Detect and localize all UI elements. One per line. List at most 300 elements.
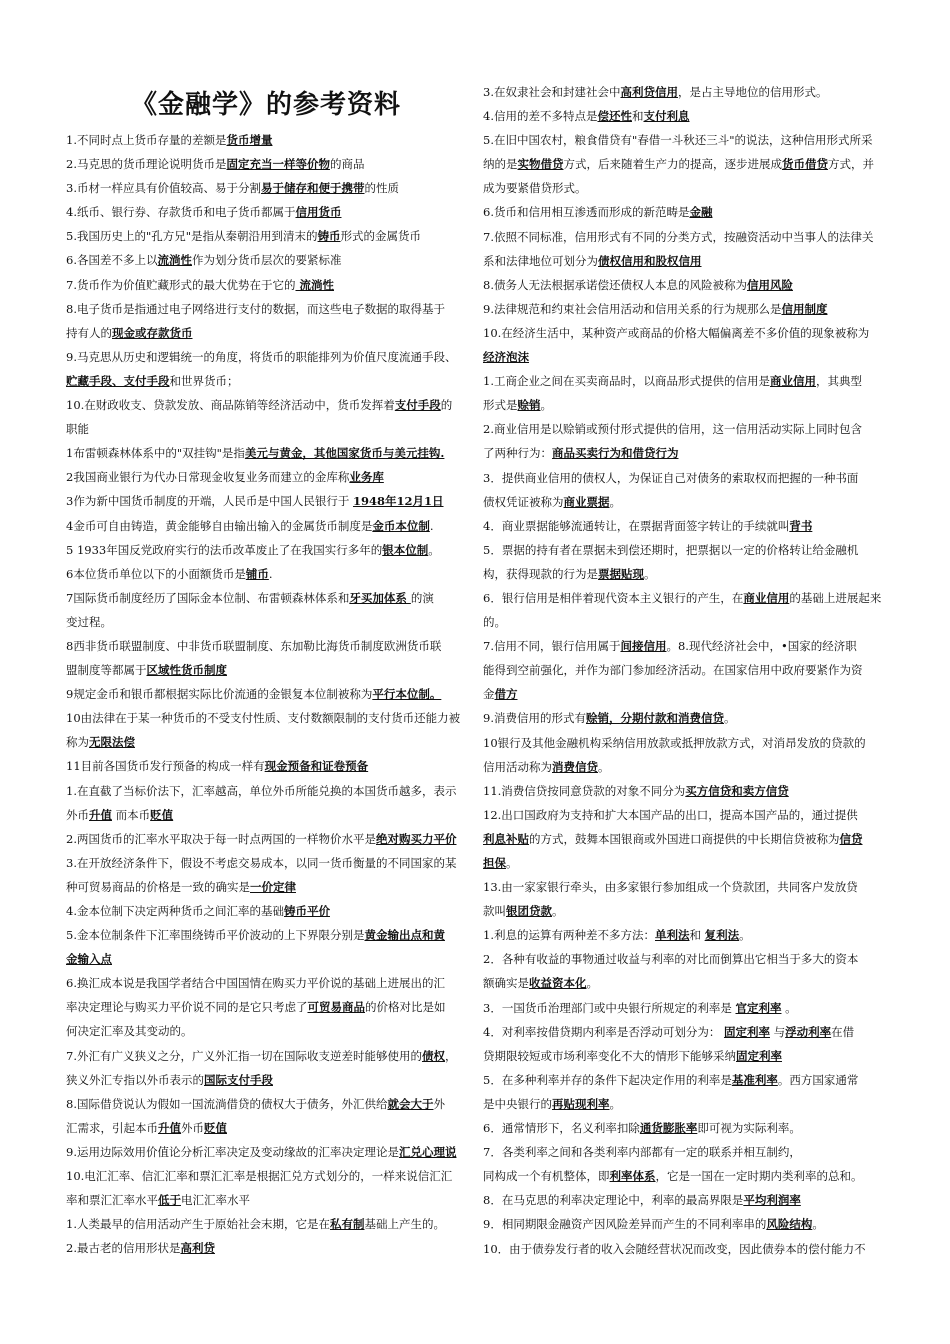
answer-term: 国际支付手段: [204, 1072, 273, 1087]
text-segment: 8.债务人无法根据承诺偿还债权人本息的风险被称为: [483, 277, 747, 292]
text-segment: 5．票据的持有者在票据未到偿还期时，把票据以一定的价格转让给金融机: [483, 542, 859, 557]
answer-term: 现金预备和证卷预备: [264, 759, 369, 774]
text-segment: 。: [428, 542, 440, 557]
text-segment: 。: [540, 398, 552, 413]
answer-term: 平均利润率: [743, 1193, 801, 1208]
answer-term: 通货膨胀率: [639, 1121, 698, 1136]
text-line: [66, 441, 466, 465]
text-line: [483, 538, 885, 562]
text-segment: 。: [506, 856, 518, 870]
text-segment: 1.不同时点上货币存量的差额是: [66, 133, 227, 147]
text-line: [66, 489, 466, 513]
text-line: [483, 899, 885, 923]
text-segment: 的演: [410, 590, 434, 605]
answer-term: 利率体系: [609, 1169, 656, 1184]
text-segment: 6.各国差不多上以: [66, 253, 158, 268]
text-segment: 5．在多种利率并存的条件下起决定作用的利率是: [483, 1072, 732, 1087]
answer-term: 高利贷: [180, 1241, 215, 1256]
answer-term: 消费信贷: [552, 759, 598, 774]
text-segment: 成为要紧借贷形式。: [483, 181, 587, 196]
text-line: [66, 658, 466, 682]
text-segment: 构，获得现款的行为是: [483, 566, 598, 581]
answer-term: 赊销，分期付款和消费信贷: [585, 711, 724, 726]
text-segment: 6本位货币单位以下的小面额货币是: [66, 566, 246, 581]
text-segment: 信用活动称为: [483, 759, 552, 774]
text-line: [483, 249, 885, 273]
text-segment: 9.消费信用的形式有: [483, 711, 586, 726]
answer-term: 高利贷信用: [620, 85, 678, 99]
text-line: [66, 417, 466, 441]
text-segment: 10.电汇汇率、信汇汇率和票汇汇率是根据汇兑方式划分的，一样来说信汇汇: [66, 1169, 453, 1184]
answer-term: 升值: [158, 1120, 181, 1135]
answer-term: 债权信用和股权信用: [598, 253, 702, 268]
text-segment: 种可贸易商品的价格是一致的确实是: [66, 879, 250, 894]
text-segment: 何决定汇率及其变动的。: [66, 1024, 193, 1039]
answer-term: 支付利息: [643, 109, 690, 124]
text-line: [66, 152, 466, 176]
text-line: [66, 995, 466, 1019]
text-line: [483, 1164, 885, 1188]
text-segment: 同构成一个有机整体，即: [483, 1169, 610, 1184]
text-segment: 与: [769, 1024, 786, 1039]
text-line: [483, 490, 885, 514]
text-segment: 的。: [483, 615, 506, 630]
text-line: [483, 80, 885, 104]
text-segment: 3作为新中国货币制度的开端，人民币是中国人民银行于: [66, 494, 353, 509]
text-segment: 7.信用不同，银行信用属于: [483, 639, 621, 654]
text-segment: .: [429, 518, 434, 533]
text-line: [66, 803, 466, 827]
text-segment: 外: [433, 1096, 445, 1111]
answer-term: 商业信用: [769, 374, 816, 389]
text-segment: 在借: [831, 1024, 855, 1039]
text-line: [483, 128, 885, 152]
answer-term: 一价定律: [250, 879, 296, 894]
answer-term: 贬值: [150, 807, 174, 822]
text-segment: 作为划分货币层次的要紧标准: [191, 253, 342, 268]
answer-term: 赊销: [517, 398, 541, 413]
answer-term: 可贸易商品: [307, 1000, 365, 1015]
text-segment: 系和法律地位可划分为: [483, 253, 598, 268]
text-line: [66, 128, 466, 152]
answer-term: 金融: [689, 205, 713, 220]
text-segment: 2.马克思的货币理论说明货币是: [66, 157, 227, 172]
text-segment: 。: [609, 1096, 621, 1111]
text-segment: 汇需求，引起本币: [66, 1120, 158, 1135]
answer-term: 信用风险: [746, 277, 793, 292]
answer-term: 流淌性: [295, 277, 334, 292]
answer-term: 就会大于: [387, 1096, 434, 1111]
text-segment: 3.在开放经济条件下，假设不考虑交易成本，以同一货币衡量的不同国家的某: [66, 855, 457, 870]
text-segment: 9．相同期限金融资产因风险差异而产生的不同利率串的: [483, 1217, 767, 1232]
text-line: [66, 634, 466, 658]
answer-term: 美元与黄金，其他国家货币与美元挂钩.: [244, 446, 445, 461]
text-line: [483, 658, 885, 682]
text-line: [66, 345, 466, 369]
text-segment: 4金币可自由铸造，黄金能够自由输出输入的金属货币制度是: [66, 518, 373, 533]
text-line: [483, 1188, 885, 1212]
answer-term: 担保: [483, 856, 506, 870]
text-segment: 的价格对比是如: [365, 1000, 446, 1015]
text-line: [483, 586, 885, 610]
text-line: [66, 706, 466, 730]
text-line: [66, 321, 466, 345]
answer-term: 流淌性: [157, 253, 192, 268]
text-segment: 职能: [66, 422, 89, 437]
text-segment: 和: [689, 928, 705, 943]
text-segment: 和: [631, 109, 644, 124]
text-segment: 的基础上进展起来: [789, 590, 882, 605]
text-line: [483, 200, 885, 224]
text-line: [483, 152, 885, 176]
text-line: [483, 225, 885, 249]
text-segment: 。: [598, 759, 610, 774]
answer-term: 浮动利率: [785, 1024, 832, 1039]
text-line: [66, 1068, 466, 1092]
text-segment: 6.货币和信用相互渗透而形成的新范畴是: [483, 205, 690, 220]
answer-term: 信用制度: [781, 301, 828, 316]
text-segment: 3.币材一样应具有价值较高、易于分割: [66, 181, 261, 196]
text-segment: 7.货币作为价值贮藏形式的最大优势在于它的: [66, 277, 296, 292]
text-segment: 9.马克思从历史和逻辑统一的角度，将货币的职能排列为价值尺度流通手段、: [66, 349, 457, 364]
text-line: [66, 200, 466, 224]
text-segment: 率决定理论与购买力平价说不同的是它只考虑了: [66, 1000, 308, 1015]
text-segment: 方式，并: [828, 157, 874, 172]
text-segment: 5.在旧中国农村，粮食借贷有"春借一斗秋还三斗"的说法，这种信用形式所采: [483, 133, 873, 148]
text-line: [483, 297, 885, 321]
text-segment: 形式的金属货币: [340, 229, 422, 244]
text-segment: 5 1933年国反党政府实行的法币改革废止了在我国实行多年的: [66, 542, 383, 557]
text-segment: 1.利息的运算有两种差不多方法：: [483, 928, 655, 943]
text-segment: .: [268, 566, 273, 581]
text-segment: 了两种行为：: [483, 446, 552, 461]
text-segment: 11.消费信贷按同意贷款的对象不同分为: [483, 783, 686, 798]
text-segment: 电汇汇率水平: [181, 1193, 250, 1208]
text-segment: 的性质: [364, 181, 399, 196]
answer-term: 债权: [421, 1048, 445, 1063]
answer-term: 买方信贷和卖方信贷: [685, 783, 789, 798]
text-segment: 2我国商业银行为代办日常现金收复业务而建立的金库称: [66, 470, 350, 485]
answer-term: 铸币: [317, 229, 341, 244]
text-line: [66, 465, 466, 489]
text-segment: 而本币: [112, 807, 151, 822]
answer-term: 平行本位制。: [372, 687, 442, 702]
text-line: [483, 562, 885, 586]
text-line: [483, 827, 885, 851]
text-segment: 基础上产生的。: [364, 1217, 445, 1232]
answer-term: 背书: [789, 518, 813, 533]
text-line: [483, 634, 885, 658]
text-segment: 8西非货币联盟制度、中非货币联盟制度、东加勒比海货币制度欧洲货币联: [66, 638, 442, 653]
text-segment: 4.信用的差不多特点是: [483, 109, 598, 124]
answer-term: 商业信用: [743, 590, 790, 605]
text-line: [483, 369, 885, 393]
answer-term: 经济泡沫: [483, 350, 529, 365]
text-line: [483, 393, 885, 417]
text-line: [66, 1116, 466, 1140]
text-line: [66, 393, 466, 417]
text-line: [66, 1164, 466, 1188]
answer-term: 黄金输出点和黄: [364, 928, 445, 943]
text-line: [66, 514, 466, 538]
text-line: [66, 538, 466, 562]
text-segment: 2.两国货币的汇率水平取决于每一时点两国的一样物价水平是: [66, 831, 376, 846]
text-line: [483, 755, 885, 779]
text-line: [483, 1044, 885, 1068]
answer-term: 金输入点: [66, 952, 112, 967]
text-line: [66, 562, 466, 586]
text-segment: 持有人的: [66, 325, 112, 340]
answer-term: 贮藏手段、支付手段: [66, 373, 170, 388]
text-segment: 8．在马克思的利率决定理论中，利率的最高界限是: [483, 1193, 744, 1208]
text-segment: 。西方国家通常: [777, 1072, 859, 1087]
answer-term: 货币借贷: [782, 157, 828, 172]
answer-term: 区域性货币制度: [146, 663, 227, 678]
answer-term: 商品买卖行为和借贷行为: [552, 446, 679, 461]
text-segment: 3．一国货币治理部门或中央银行所规定的利率是: [483, 1000, 736, 1015]
answer-term: 银团贷款: [506, 904, 552, 919]
text-segment: 1.在直截了当标价法下，汇率越高，单位外币所能兑换的本国货币越多，表示: [66, 783, 457, 798]
answer-term: 绝对购买力平价: [375, 831, 457, 846]
text-segment: 6．通常情形下，名义利率扣除: [483, 1121, 640, 1136]
answer-term: 货币增量: [226, 133, 273, 147]
text-line: [66, 1188, 466, 1212]
text-segment: 13.由一家家银行牵头，由多家银行参加组成一个贷款团，共同客户发放贷: [483, 880, 858, 895]
text-line: [66, 297, 466, 321]
answer-term: 固定利率: [723, 1024, 770, 1039]
text-segment: 的: [440, 398, 453, 413]
text-segment: 即可视为实际利率。: [697, 1121, 801, 1136]
text-segment: 10．由于债券发行者的收入会随经营状况而改变，因此债券本的偿付能力不: [483, 1241, 866, 1256]
answer-term: 间接信用: [620, 639, 667, 654]
text-segment: 。: [552, 904, 564, 919]
answer-term: 实物借贷: [517, 157, 564, 172]
text-line: [66, 1044, 466, 1068]
text-segment: ，: [444, 1048, 457, 1063]
left-column-lines: [66, 128, 466, 1260]
text-segment: 形式是: [483, 398, 518, 413]
answer-term: 易于储存和便于携带: [260, 181, 365, 196]
text-segment: 外币: [66, 807, 89, 822]
text-segment: 纳的是: [483, 157, 518, 172]
text-line: [483, 779, 885, 803]
text-segment: 11目前各国货币发行预备的构成一样有: [66, 759, 265, 774]
text-line: [483, 176, 885, 200]
answer-term: 固定充当一样等价物: [226, 157, 330, 172]
text-segment: 。: [739, 928, 751, 943]
text-line: [66, 176, 466, 200]
text-line: [66, 248, 466, 272]
text-segment: 1.人类最早的信用活动产生于原始社会末期，它是在: [66, 1217, 330, 1232]
right-column-lines: [483, 80, 885, 1261]
document-title: 《金融学》的参考资料: [130, 90, 401, 120]
text-segment: 10银行及其他金融机构采纳信用放款或抵押放款方式，对消昂发放的贷款的: [483, 735, 866, 750]
text-segment: 。: [812, 1217, 824, 1232]
text-line: [483, 610, 885, 634]
text-segment: 2．各种有收益的事物通过收益与利率的对比而倒算出它相当于多大的资本: [483, 952, 859, 967]
text-segment: 。8.现代经济社会中，•国家的经济职: [666, 639, 857, 654]
text-segment: 7.外汇有广义狭义之分，广义外汇指一切在国际收支逆差时能够使用的: [66, 1048, 422, 1063]
answer-term: 现金或存款货币: [112, 325, 193, 340]
answer-term: 牙买加体系: [349, 590, 411, 605]
text-segment: 是中央银行的: [483, 1096, 552, 1111]
text-segment: 债权凭证被称为: [483, 494, 564, 509]
answer-term: 银本位制: [382, 542, 429, 557]
text-segment: 5.金本位制条件下汇率围绕铸币平价波动的上下界限分别是: [66, 928, 365, 943]
text-segment: ，是占主导地位的信用形式。: [677, 85, 828, 99]
text-line: [483, 345, 885, 369]
text-line: [483, 1020, 885, 1044]
text-segment: ，它是一国在一定时期内类利率的总和。: [655, 1169, 863, 1184]
text-segment: 8.国际借贷说认为假如一国流淌借贷的债权大于债务，外汇供给: [66, 1096, 388, 1111]
text-line: [483, 466, 885, 490]
text-segment: 方式，后来随着生产力的提高，逐步进展成: [563, 157, 782, 172]
text-line: [66, 610, 466, 634]
text-segment: 款叫: [483, 904, 506, 919]
text-segment: 和世界货币；: [169, 373, 239, 388]
answer-term: 信用货币: [295, 205, 342, 220]
answer-term: 支付手段: [394, 398, 441, 413]
answer-term: 再贴现利率: [552, 1096, 610, 1111]
text-line: [483, 1237, 885, 1261]
answer-term: 官定利率: [735, 1000, 782, 1015]
answer-term: 偿还性: [597, 109, 632, 124]
answer-term: 复利法: [704, 928, 740, 943]
text-line: [483, 923, 885, 947]
answer-term: 铺币: [245, 566, 269, 581]
text-segment: 6.换汇成本说是我国学者结合中国国情在购买力平价说的基础上进展出的汇: [66, 976, 445, 991]
answer-term: 商业票据: [563, 494, 610, 509]
answer-term: 无限法偿: [89, 735, 135, 750]
text-line: [483, 947, 885, 971]
text-line: [66, 875, 466, 899]
text-segment: 12.出口国政府为支持和扩大本国产品的出口，提高本国产品的，通过提供: [483, 807, 858, 822]
text-segment: 能得到空前强化，并作为部门参加经济活动。在国家信用中政府要紧作为资: [483, 663, 863, 678]
text-line: [66, 779, 466, 803]
text-segment: 4．商业票据能够流通转让，在票据背面签字转让的手续就叫: [483, 518, 790, 533]
text-line: [66, 947, 466, 971]
text-line: [66, 730, 466, 754]
answer-term: 升值: [89, 807, 112, 822]
answer-term: 固定利率: [736, 1048, 782, 1063]
text-segment: 9.运用边际效用价值论分析汇率决定及变动缘故的汇率决定理论是: [66, 1144, 399, 1159]
text-line: [483, 996, 885, 1020]
answer-term: 票据贴现: [598, 566, 644, 581]
text-line: [483, 706, 885, 730]
text-line: [483, 682, 885, 706]
text-line: [483, 441, 885, 465]
text-segment: 8.电子货币是指通过电子网络进行支付的数据，而这些电子数据的取得基于: [66, 301, 445, 316]
text-line: [483, 273, 885, 297]
text-line: [483, 731, 885, 755]
text-segment: 。: [644, 566, 656, 581]
text-segment: 的方式，鼓舞本国银商或外国进口商提供的中长期信贷被称为: [529, 831, 840, 846]
text-segment: 称为: [66, 735, 89, 750]
answer-term: 低于: [158, 1193, 181, 1208]
text-segment: 盟制度等都属于: [66, 663, 147, 678]
answer-term: 风险结构: [766, 1217, 813, 1232]
text-segment: 10由法律在于某一种货币的不受支付性质、支付数额限制的支付货币还能力被: [66, 711, 461, 726]
text-segment: 2.最古老的信用形状是: [66, 1241, 181, 1256]
text-segment: 10.在财政收支、贷款发放、商品陈销等经济活动中，货币发挥着: [66, 398, 395, 413]
answer-term: 单利法: [654, 928, 690, 943]
text-segment: 7.依照不同标准，信用形式有不同的分类方式，按融资活动中当事人的法律关: [483, 229, 874, 244]
text-segment: 1布雷顿森林体系中的"双挂钩"是指: [66, 446, 245, 461]
text-segment: 狭义外汇专指以外币表示的: [66, 1072, 204, 1087]
text-segment: 4．对利率按借贷期内利率是否浮动可划分为：: [483, 1024, 724, 1039]
answer-term: 信贷: [839, 831, 863, 846]
text-line: [66, 899, 466, 923]
answer-term: 私有制: [329, 1217, 365, 1232]
text-line: [483, 417, 885, 441]
text-line: [66, 851, 466, 875]
text-line: [66, 1092, 466, 1116]
text-segment: 。: [586, 976, 598, 991]
answer-term: 借方: [494, 687, 518, 702]
text-segment: 外币: [181, 1120, 204, 1135]
text-segment: 2.商业信用是以赊销或预付形式提供的信用，这一信用活动实际上同时包含: [483, 422, 862, 437]
text-line: [483, 875, 885, 899]
text-segment: 贷期限较短或市场利率变化不大的情形下能够采纳: [483, 1048, 736, 1063]
text-segment: 9.法律规范和约束社会信用活动和信用关系的行为规那么是: [483, 301, 782, 316]
text-line: [66, 1019, 466, 1043]
text-line: [483, 803, 885, 827]
text-segment: 。: [609, 494, 621, 509]
text-segment: 3.在奴隶社会和封建社会中: [483, 85, 621, 99]
text-segment: 3．提供商业信用的债权人，为保证自己对债务的索取权而把握的一种书面: [483, 470, 859, 485]
text-line: [483, 1092, 885, 1116]
text-line: [66, 1212, 466, 1236]
text-line: [483, 104, 885, 128]
text-line: [483, 1140, 885, 1164]
text-line: [483, 971, 885, 995]
text-line: [483, 1068, 885, 1092]
answer-term: 金币本位制: [372, 518, 430, 533]
text-line: [66, 369, 466, 393]
text-line: [66, 224, 466, 248]
text-line: [483, 1116, 885, 1140]
text-segment: 4.金本位制下决定两种货币之间汇率的基础: [66, 904, 284, 918]
text-segment: 4.纸币、银行券、存款货币和电子货币都属于: [66, 205, 296, 220]
answer-term: 汇兑心理说: [398, 1144, 457, 1159]
text-segment: 变过程。: [66, 614, 112, 629]
text-segment: 7．各类利率之间和各类利率内部都有一定的联系并相互制约，: [483, 1145, 801, 1160]
answer-term: 收益资本化: [529, 976, 587, 991]
text-line: [483, 321, 885, 345]
answer-term: 贬值: [204, 1120, 227, 1135]
text-segment: 7国际货币制度经历了国际金本位制、布雷顿森林体系和: [66, 590, 350, 605]
text-segment: 额确实是: [483, 976, 529, 991]
text-line: [66, 273, 466, 297]
text-segment: 5.我国历史上的"孔方兄"是指从秦朝沿用到清末的: [66, 229, 318, 244]
text-segment: 。: [723, 711, 736, 726]
text-line: [66, 1140, 466, 1164]
text-line: [66, 682, 466, 706]
text-line: [483, 1212, 885, 1236]
answer-term: 1948年12月1日: [352, 494, 444, 509]
text-segment: 率和票汇汇率水平: [66, 1193, 158, 1208]
text-line: [66, 971, 466, 995]
text-segment: ，其典型: [815, 374, 862, 389]
text-line: [66, 827, 466, 851]
text-line: [66, 754, 466, 778]
text-segment: 10.在经济生活中，某种资产或商品的价格大幅偏离差不多价值的现象被称为: [483, 325, 870, 340]
text-segment: 。: [781, 1000, 797, 1015]
text-line: [66, 923, 466, 947]
text-segment: 的商品: [329, 157, 365, 172]
text-segment: 6．银行信用是相伴着现代资本主义银行的产生，在: [483, 590, 744, 605]
text-line: [483, 514, 885, 538]
